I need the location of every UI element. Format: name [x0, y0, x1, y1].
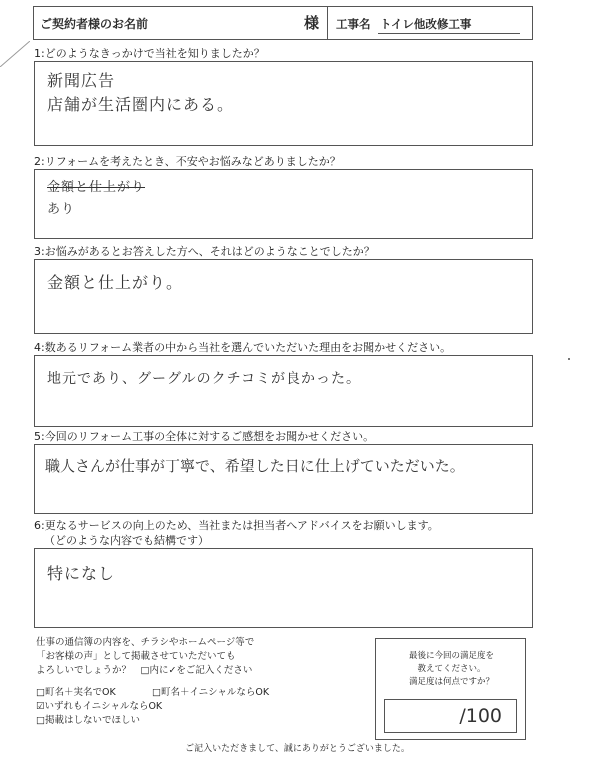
question-6-answer-line-1: 特になし [47, 564, 116, 583]
job-name-cell [328, 7, 532, 39]
job-name-underline [378, 33, 520, 34]
consent-option-town-initial[interactable]: □町名＋イニシャルならOK [152, 687, 270, 698]
consent-text-line-1: 仕事の通信簿の内容を、チラシやホームページ等で [36, 637, 255, 648]
question-1-answer-box [34, 61, 533, 146]
question-1-answer-line-1: 新聞広告 [47, 71, 116, 90]
question-5-label: 5:今回のリフォーム工事の全体に対するご感想をお聞かせください。 [34, 430, 375, 443]
consent-option-no-publish[interactable]: □掲載はしないでほしい [36, 715, 140, 726]
question-6-answer-box [34, 548, 533, 628]
question-1-answer-line-2: 店舗が生活圏内にある。 [47, 95, 235, 114]
question-4-label: 4:数あるリフォーム業者の中から当社を選んでいただいた理由をお聞かせください。 [34, 341, 452, 354]
scan-speck [568, 358, 570, 360]
question-2-answer-line-1: 金額と仕上がり [47, 180, 146, 195]
question-3-label: 3:お悩みがあるとお答えした方へ、それはどのようなことでしたか？ [34, 245, 375, 258]
satisfaction-text-line-2: 教えてください。 [417, 664, 486, 674]
satisfaction-text-line-1: 最後に今回の満足度を [408, 651, 494, 661]
question-4-answer-line-1: 地元であり、グーグルのクチコミが良かった。 [47, 371, 362, 387]
header-row [33, 6, 533, 40]
satisfaction-box [375, 638, 526, 740]
question-1-label: 1:どのようなきっかけで当社を知りましたか？ [34, 47, 265, 60]
satisfaction-text-line-3: 満足度は何点ですか？ [408, 677, 494, 687]
customer-name-label: ご契約者様のお名前 [40, 17, 149, 31]
question-5-answer-box [34, 444, 533, 514]
satisfaction-score-suffix: /100 [459, 705, 502, 727]
question-2-label: 2:リフォームを考えたとき、不安やお悩みなどありましたか？ [34, 155, 341, 168]
question-6-sublabel: （どのような内容でも結構です） [44, 534, 209, 547]
job-name-label: 工事名 [336, 17, 371, 31]
thanks-message: ご記入いただきまして、誠にありがとうございました。 [185, 744, 410, 754]
job-name-value: トイレ他改修工事 [380, 17, 472, 31]
question-4-answer-box [34, 355, 533, 427]
question-3-answer-box [34, 259, 533, 334]
consent-option-initial-only[interactable]: ☑いずれもイニシャルならOK [36, 701, 163, 712]
satisfaction-score-field[interactable] [384, 699, 517, 733]
consent-option-realname[interactable]: □町名＋実名でOK [36, 687, 116, 698]
customer-name-cell [34, 7, 328, 39]
question-6-label: 6:更なるサービスの向上のため、当社または担当者へアドバイスをお願いします。 [34, 519, 439, 532]
consent-text-line-3: よろしいでしょうか？ □内に✓をご記入ください [36, 665, 253, 676]
folded-corner-mark [0, 41, 30, 67]
question-5-answer-line-1: 職人さんが仕事が丁寧で、希望した日に仕上げていただいた。 [45, 457, 465, 475]
question-2-answer-line-2: あり [47, 202, 76, 217]
honorific-sama: 様 [303, 14, 319, 32]
consent-text-line-2: 「お客様の声」として掲載させていただいても [36, 651, 236, 662]
question-3-answer-line-1: 金額と仕上がり。 [47, 273, 184, 292]
question-2-answer-box [34, 169, 533, 239]
